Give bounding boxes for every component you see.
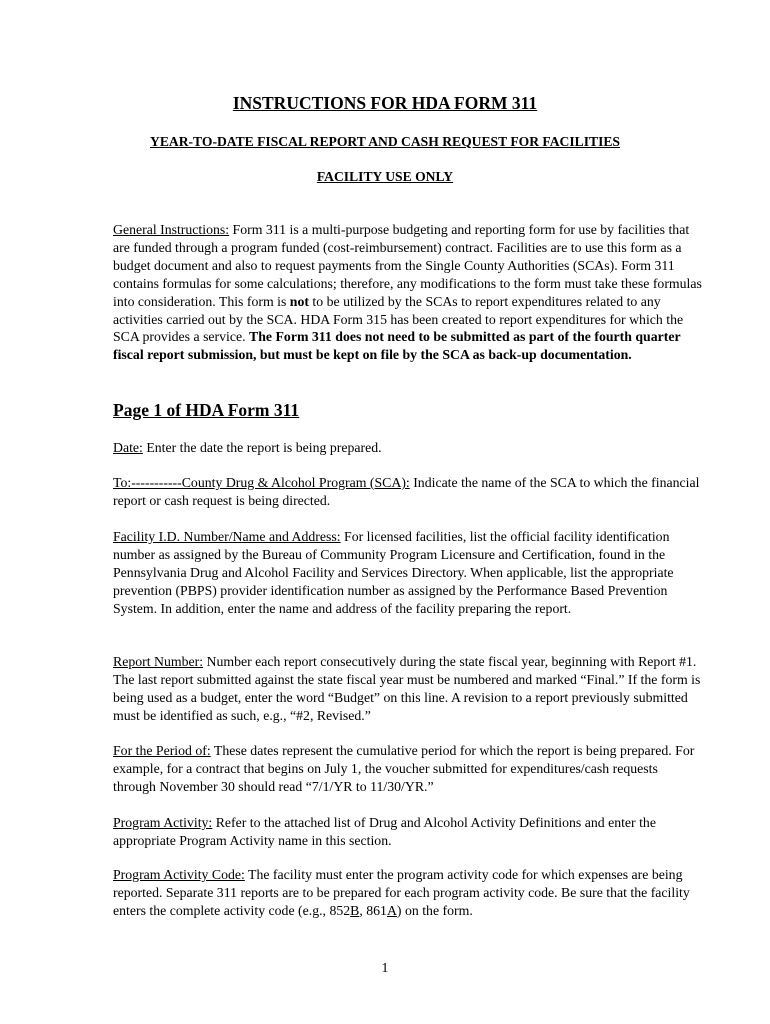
program-activity-section xyxy=(113,814,703,850)
code-mid-text: , 861 xyxy=(359,902,387,918)
program-activity-code-section xyxy=(113,866,703,920)
general-instructions-label: General Instructions: xyxy=(113,222,230,237)
period-text: These dates represent the cumulative period for which the report is being prepared. For example, for a contract that begins on July 1, the voucher submitted for expenditures/cash requests through November 30 should read “7/1/YR to 11/30/YR.” xyxy=(113,743,695,794)
code-letter-b: B xyxy=(350,902,360,918)
facility-id-section xyxy=(113,528,703,618)
period-section xyxy=(113,742,703,796)
report-number-section xyxy=(113,653,703,725)
program-activity-code-label: Program Activity Code: xyxy=(113,867,245,882)
program-activity-label: Program Activity: xyxy=(113,815,213,830)
document-subtitle: YEAR-TO-DATE FISCAL REPORT AND CASH REQUEST FOR FACILITIES xyxy=(150,134,620,149)
page-heading: Page 1 of HDA Form 311 xyxy=(113,400,300,420)
facility-id-text: For licensed facilities, list the official facility identification number as assigned by the Bureau of Community Program Licensure and Certification, found in the Pennsylvania Drug and Alcohol Facility and Services Directory. When applicable, list the appropriate prevention (PBPS) provider identification number as assigned by the Performance Based Prevention System. In addition, enter the name and address of the facility preparing the report. xyxy=(113,529,674,616)
program-activity-code-text: The facility must enter the program activity code for which expenses are being reported. Separate 311 reports are to be prepared for each program activity code. Be sure that the facility enters the complete activity code (e.g., 852 xyxy=(113,867,690,918)
period-label: For the Period of: xyxy=(113,743,211,758)
code-letter-a: A xyxy=(386,902,397,918)
page-number: 1 xyxy=(381,960,389,975)
general-instructions-text2: to be utilized by the SCAs to report expenditures related to any activities carried out by the SCA. HDA Form 315 has been created to report expenditures for which the SCA provides a service. xyxy=(113,293,684,345)
code-end-text: ) on the form. xyxy=(396,902,473,918)
report-number-text: Number each report consecutively during the state fiscal year, beginning with Report #1. The last report submitted against the state fiscal year must be numbered and marked “Final.” If the form is being used as a budget, enter the word “Budget” on this line. A revision to a report previously submitted must be identified as such, e.g., “#2, Revised.” xyxy=(113,654,701,723)
general-bold-note: The Form 311 does not need to be submitted as part of the fourth quarter fiscal report submission, but must be kept on file by the SCA as back-up documentation. xyxy=(113,329,681,363)
program-activity-text: Refer to the attached list of Drug and Alcohol Activity Definitions and enter the appropriate Program Activity name in this section. xyxy=(113,815,656,848)
document-title: INSTRUCTIONS FOR HDA FORM 311 xyxy=(232,93,538,113)
date-text: Enter the date the report is being prepared. xyxy=(142,440,382,455)
to-text: Indicate the name of the SCA to which the financial report or cash request is being directed. xyxy=(113,475,700,508)
general-instructions xyxy=(113,221,703,364)
report-number-label: Report Number: xyxy=(113,654,204,669)
date-label: Date: xyxy=(113,440,143,455)
general-instructions-text: Form 311 is a multi-purpose budgeting and reporting form for use by facilities that are funded through a program funded (cost-reimbursement) contract. Facilities are to use this form as a budget document and also to request payments from the Single County Authorities (SCAs). Form 311 contains formulas for some calculations; therefore, any modifications to the form must take these formulas into consideration. This form is xyxy=(113,222,702,309)
date-section xyxy=(113,439,703,457)
facility-id-label: Facility I.D. Number/Name and Address: xyxy=(113,529,341,544)
to-section xyxy=(113,474,703,510)
to-label: To:-----------County Drug & Alcohol Program (SCA): xyxy=(113,475,410,490)
facility-use-only: FACILITY USE ONLY xyxy=(316,169,454,184)
general-not-emphasis: not xyxy=(289,293,309,309)
